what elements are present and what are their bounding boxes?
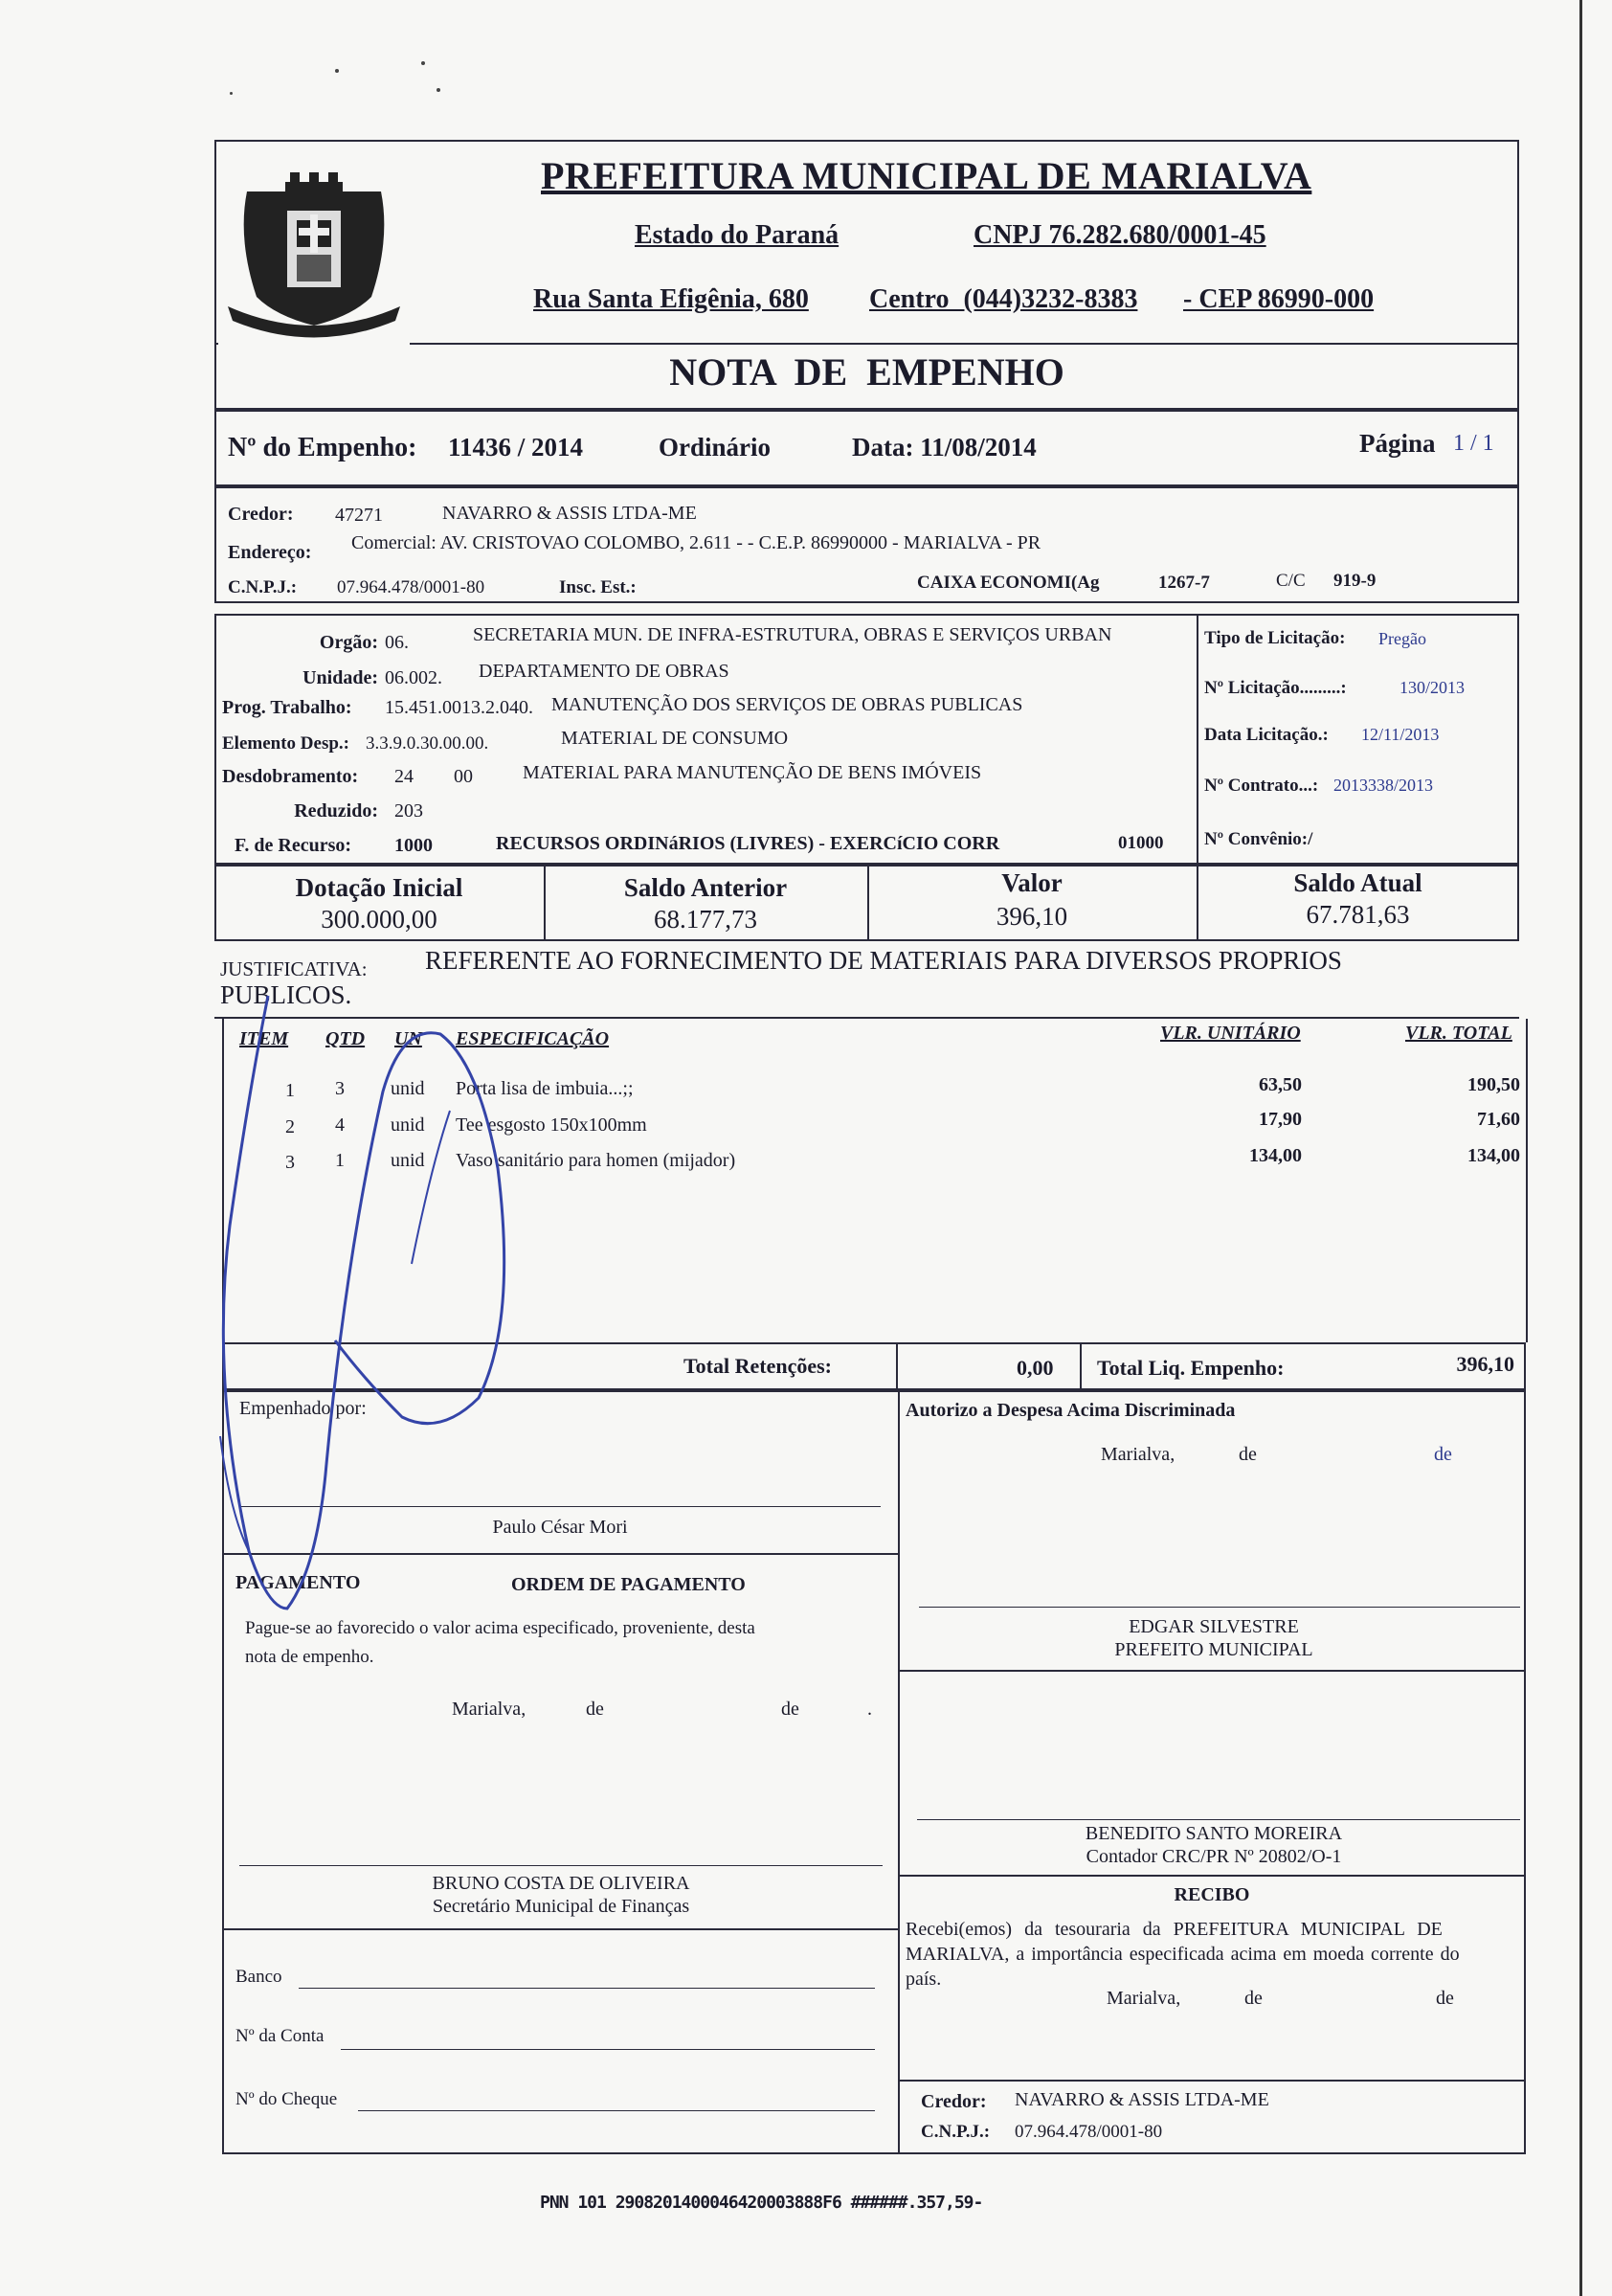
empenho-date: Data: 11/08/2014	[852, 433, 1037, 461]
contrato-value: 2013338/2013	[1333, 776, 1434, 795]
item-espec: Vaso sanitário para homen (mijador)	[456, 1150, 736, 1171]
pagamento-text-line1: Pague-se ao favorecido o valor acima especificado, proveniente, desta	[245, 1618, 755, 1638]
credor-cc: 919-9	[1333, 571, 1377, 591]
desdob-code1: 24	[394, 766, 414, 787]
prefeito-name: EDGAR SILVESTRE	[1129, 1616, 1299, 1637]
autorizo-label: Autorizo a Despesa Acima Discriminada	[906, 1400, 1236, 1421]
state-name: Estado do Paraná	[635, 220, 840, 250]
recibo-line1: Recebi(emos) da tesouraria da PREFEITURA MUNICIPAL DE	[906, 1919, 1443, 1940]
elemento-name: MATERIAL DE CONSUMO	[561, 728, 789, 749]
num-licitacao-label: Nº Licitação.........:	[1204, 678, 1347, 698]
valor-label: Valor	[1001, 868, 1063, 897]
saldo-anterior-label: Saldo Anterior	[623, 873, 788, 902]
desdob-label: Desdobramento:	[222, 766, 359, 787]
credor-cnpj: 07.964.478/0001-80	[337, 577, 485, 597]
recibo-credor-name: NAVARRO & ASSIS LTDA-ME	[1015, 2089, 1269, 2110]
unidade-label: Unidade:	[302, 667, 378, 688]
empenho-type: Ordinário	[659, 433, 772, 461]
item-espec: Tee esgosto 150x100mm	[456, 1114, 647, 1136]
col-espec: ESPECIFICAÇÃO	[456, 1028, 610, 1049]
tipo-licitacao-label: Tipo de Licitação:	[1204, 628, 1346, 648]
item-unit: 17,90	[1259, 1109, 1302, 1130]
secretario-name: BRUNO COSTA DE OLIVEIRA	[432, 1873, 690, 1894]
prog-label: Prog. Trabalho:	[222, 697, 352, 718]
tipo-licitacao: Pregão	[1378, 629, 1426, 648]
dotacao-inicial-label: Dotação Inicial	[295, 873, 463, 902]
contador-name: BENEDITO SANTO MOREIRA	[1085, 1823, 1343, 1844]
scan-speck	[335, 69, 339, 73]
num-licitacao: 130/2013	[1399, 678, 1466, 697]
justificativa-label: JUSTIFICATIVA:	[220, 957, 368, 980]
header-cnpj: CNPJ 76.282.680/0001-45	[974, 220, 1266, 250]
liq-label: Total Liq. Empenho:	[1097, 1356, 1285, 1380]
reduzido-label: Reduzido:	[294, 800, 378, 822]
coat-of-arms-seal	[218, 153, 410, 345]
desdob-code2: 00	[454, 766, 473, 787]
orgao-name: SECRETARIA MUN. DE INFRA-ESTRUTURA, OBRAS E SERVIÇOS URBAN	[473, 624, 1112, 645]
saldo-atual-value: 67.781,63	[1306, 900, 1410, 929]
liq-value: 396,10	[1456, 1352, 1514, 1376]
prefeitura-title: PREFEITURA MUNICIPAL DE MARIALVA	[541, 154, 1312, 197]
page-value: 1 / 1	[1453, 431, 1494, 456]
recibo-de1: de	[1244, 1988, 1263, 2009]
header-district-phone: Centro (044)3232-8383	[869, 284, 1138, 314]
col-un: UN	[394, 1028, 422, 1049]
scan-speck	[421, 61, 425, 65]
empenhado-signer: Paulo César Mori	[492, 1517, 628, 1538]
elemento-label: Elemento Desp.:	[222, 733, 349, 754]
autorizo-place: Marialva,	[1101, 1444, 1175, 1465]
scan-speck	[437, 88, 440, 92]
credor-agency: 1267-7	[1158, 573, 1210, 593]
prog-name: MANUTENÇÃO DOS SERVIÇOS DE OBRAS PUBLICAS	[551, 694, 1023, 715]
credor-address: Comercial: AV. CRISTOVAO COLOMBO, 2.611 - - C.E.P. 86990000 - MARIALVA - PR	[351, 532, 1041, 553]
item-total: 71,60	[1477, 1109, 1520, 1130]
item-qtd: 4	[335, 1114, 345, 1136]
recurso-code: 1000	[394, 835, 433, 856]
col-qtd: QTD	[325, 1028, 366, 1049]
recibo-line2: MARIALVA, a importância especificada acima em moeda corrente do	[906, 1944, 1460, 1965]
retencoes-label: Total Retenções:	[683, 1354, 832, 1378]
unidade-name: DEPARTAMENTO DE OBRAS	[479, 661, 729, 682]
credor-name: NAVARRO & ASSIS LTDA-ME	[442, 503, 697, 524]
recibo-cnpj-label: C.N.P.J.:	[921, 2122, 991, 2142]
item-un: unid	[391, 1150, 425, 1171]
col-item: ITEM	[239, 1028, 289, 1049]
pagamento-text-line2: nota de empenho.	[245, 1647, 374, 1667]
item-total: 190,50	[1467, 1074, 1520, 1095]
orgao-label: Orgão:	[319, 632, 378, 653]
recibo-title: RECIBO	[1174, 1884, 1250, 1905]
pagamento-label: PAGAMENTO	[235, 1572, 361, 1593]
dotacao-inicial-value: 300.000,00	[321, 905, 437, 934]
item-un: unid	[391, 1114, 425, 1136]
item-un: unid	[391, 1078, 425, 1099]
item-number: 3	[285, 1152, 295, 1173]
data-licitacao-label: Data Licitação.:	[1204, 725, 1329, 745]
empenhado-label: Empenhado por:	[239, 1398, 367, 1419]
credor-code: 47271	[335, 505, 383, 526]
cc-label: C/C	[1276, 571, 1306, 591]
item-unit: 63,50	[1259, 1074, 1302, 1095]
recibo-place: Marialva,	[1107, 1988, 1181, 2009]
elemento-code: 3.3.9.0.30.00.00.	[366, 733, 489, 754]
item-unit: 134,00	[1249, 1145, 1302, 1166]
recurso-label: F. de Recurso:	[235, 835, 352, 856]
insc-label: Insc. Est.:	[559, 577, 637, 597]
item-qtd: 3	[335, 1078, 345, 1099]
data-licitacao: 12/11/2013	[1361, 725, 1440, 744]
valor-value: 396,10	[996, 902, 1068, 931]
totals-row	[222, 1342, 1526, 1390]
pagamento-de1: de	[586, 1699, 604, 1720]
unidade-code: 06.002.	[385, 667, 442, 688]
autorizo-de2: de	[1434, 1444, 1452, 1465]
orgao-code: 06.	[385, 632, 409, 653]
recibo-line3: país.	[906, 1969, 942, 1990]
recibo-cnpj: 07.964.478/0001-80	[1015, 2122, 1163, 2142]
convenio-label: Nº Convênio:/	[1204, 829, 1313, 849]
recurso-code2: 01000	[1118, 833, 1164, 853]
autorizo-de1: de	[1239, 1444, 1257, 1465]
cheque-label: Nº do Cheque	[235, 2089, 338, 2109]
desdob-name: MATERIAL PARA MANUTENÇÃO DE BENS IMÓVEIS	[523, 762, 982, 783]
header-address: Rua Santa Efigênia, 680	[533, 284, 809, 314]
doc-title: NOTA DE EMPENHO	[669, 350, 1064, 394]
credor-label: Credor:	[228, 504, 294, 525]
secretario-role: Secretário Municipal de Finanças	[432, 1896, 690, 1917]
col-vlr-unit: VLR. UNITÁRIO	[1160, 1023, 1301, 1044]
reduzido-value: 203	[394, 800, 423, 822]
banco-label: Banco	[235, 1967, 282, 1987]
col-vlr-total: VLR. TOTAL	[1405, 1023, 1512, 1044]
recurso-name: RECURSOS ORDINáRIOS (LIVRES) - EXERCíCIO CORR	[496, 833, 1000, 854]
header-cep: - CEP 86990-000	[1183, 284, 1375, 314]
signatures-box	[222, 1390, 1526, 2154]
scan-speck	[230, 92, 233, 95]
item-total: 134,00	[1467, 1145, 1520, 1166]
contrato-label: Nº Contrato...:	[1204, 776, 1319, 796]
contador-role: Contador CRC/PR Nº 20802/O-1	[1086, 1846, 1342, 1867]
recibo-credor-label: Credor:	[921, 2091, 987, 2112]
page-label: Página	[1359, 429, 1436, 458]
empenho-label: Nº do Empenho:	[228, 433, 417, 462]
pagamento-place: Marialva,	[452, 1699, 526, 1720]
pagamento-dot: .	[867, 1699, 872, 1720]
justificativa-line1: REFERENTE AO FORNECIMENTO DE MATERIAIS PARA DIVERSOS PROPRIOS	[425, 946, 1342, 975]
footer-code: PNN 101 2908201400046420003888F6 ######.357,59-	[540, 2193, 983, 2213]
conta-label: Nº da Conta	[235, 2026, 325, 2046]
justificativa-line2: PUBLICOS.	[220, 980, 352, 1009]
credor-bank: CAIXA ECONOMI(Ag	[917, 573, 1100, 593]
item-number: 2	[285, 1116, 295, 1137]
retencoes-value: 0,00	[1017, 1356, 1054, 1380]
empenho-number: 11436 / 2014	[448, 433, 584, 461]
cnpj-label: C.N.P.J.:	[228, 577, 298, 597]
saldo-atual-label: Saldo Atual	[1293, 868, 1422, 897]
prog-code: 15.451.0013.2.040.	[385, 697, 533, 718]
item-espec: Porta lisa de imbuia...;;	[456, 1078, 634, 1099]
pagamento-de2: de	[781, 1699, 799, 1720]
saldo-anterior-value: 68.177,73	[654, 905, 757, 934]
address-label: Endereço:	[228, 542, 312, 563]
ordem-pagamento-label: ORDEM DE PAGAMENTO	[511, 1574, 746, 1595]
item-qtd: 1	[335, 1150, 345, 1171]
prefeito-role: PREFEITO MUNICIPAL	[1114, 1639, 1313, 1660]
scan-edge	[1579, 0, 1582, 2296]
recibo-de2: de	[1436, 1988, 1454, 2009]
item-number: 1	[285, 1080, 295, 1101]
